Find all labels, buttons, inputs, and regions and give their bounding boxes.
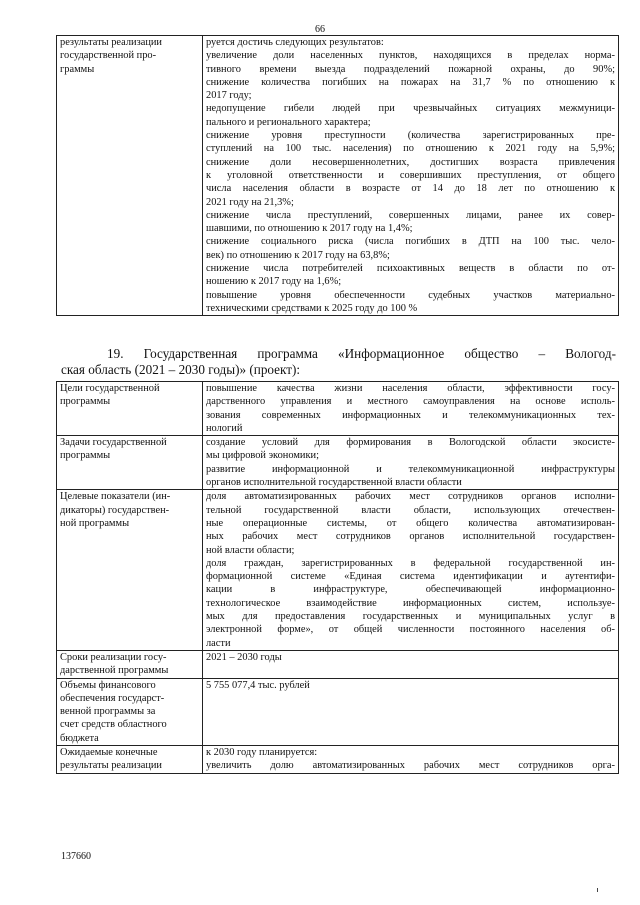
row-content-cell [203,650,619,678]
label-line: государственной про- [60,50,157,62]
content-line: век) по отношению к 2017 году на 63,8%; [206,249,390,261]
content-line: ных рабочих мест сотрудников органов исполнительной государствен- [206,531,615,543]
scan-mark [597,888,598,892]
row-label-cell [57,36,203,316]
table-row [57,650,619,678]
label-line: бюджета [60,732,99,744]
content-line: 2017 году; [206,90,252,102]
content-line: ной власти области; [206,544,295,556]
row-content-cell [203,36,619,316]
content-line: снижение числа преступлений, совершенных лицами, ранее их совер- [206,209,615,221]
content-line: ласти [206,637,231,649]
table-row [57,746,619,774]
row-label-cell [57,382,203,436]
program-passport-table [56,381,619,774]
label-line: программы [60,450,111,462]
label-line: результаты реализации [60,760,162,772]
content-line: руется достичь следующих результатов: [206,37,384,48]
row-label-cell [57,436,203,490]
label-line: дарственной программы [60,665,169,677]
heading-line: ская область (2021 – 2030 годы)» (проект): [61,362,301,377]
content-line: ступлений на 100 тыс. населения) по отношению к 2021 году на 5,9%; [206,143,615,155]
page-number: 66 [315,24,325,35]
row-content-cell [203,746,619,774]
document-number: 137660 [61,851,91,862]
content-line: тельной государственной власти области, использующих отечествен- [206,504,615,516]
table-row [57,36,619,316]
content-line: увеличить долю автоматизированных рабочих мест сотрудников орга- [206,760,615,772]
label-line: Задачи государственной [60,437,167,449]
label-line: Целевые показатели (ин- [60,491,171,503]
row-content-cell [203,678,619,745]
label-line: Объемы финансового [60,679,156,691]
content-line: ные операционные системы, от общего количества автоматизирован- [206,517,615,529]
label-line: обеспечения государст- [60,692,165,704]
label-line: программы [60,396,111,408]
content-line: недопущение гибели людей при чрезвычайных ситуациях межмуници- [206,103,615,115]
content-line: пального и регионального характера; [206,116,371,128]
label-line: венной программы за [60,706,156,718]
content-line: 5 755 077,4 тыс. рублей [206,679,310,691]
content-line: кации в инфраструктуре, обеспечивающей информационно- [206,584,615,596]
content-line: тивного времени выезда подразделений пожарной охраны, до 90%; [206,63,615,75]
content-line: снижение количества погибших на пожарах на 31,7 % по отношению к [206,76,615,88]
content-line: формационной системе «Единая система идентификации и аутентифи- [206,571,615,583]
heading-line: 19. Государственная программа «Информационное общество – Вологод- [107,346,616,361]
content-line: увеличение доли населенных пунктов, находящихся в пределах норма- [206,50,615,62]
content-line: доля автоматизированных рабочих мест сотрудников органов исполни- [206,491,615,503]
content-line: ношению к 2017 году на 1,6%; [206,276,342,288]
content-line: дарственного управления и местного самоуправления на основе исполь- [206,396,615,408]
label-line: ной программы [60,517,130,529]
content-line: создание условий для формирования в Вологодской области экосисте- [206,437,615,449]
label-line: счет средств областного [60,719,167,731]
row-label-cell [57,746,203,774]
content-line: снижение социального риска (числа погибших в ДТП на 100 тыс. чело- [206,236,615,248]
label-line: дикаторы) государствен- [60,504,170,516]
row-label-cell [57,678,203,745]
content-line: 2021 году на 21,3%; [206,196,294,208]
label-line: Ожидаемые конечные [60,747,158,759]
label-line: Сроки реализации госу- [60,651,167,663]
content-line: снижение доли несовершеннолетних, достигших возраста привлечения [206,156,615,168]
label-line: Цели государственной [60,383,160,394]
content-line: повышение уровня обеспеченности судебных участков материально- [206,289,615,301]
table-row [57,436,619,490]
content-line: мых для предоставления государственных и муниципальных услуг в [206,611,615,623]
content-line: техническими средствами к 2025 году до 100 % [206,302,418,314]
content-line: 2021 – 2030 годы [206,651,282,663]
row-label-cell [57,490,203,651]
row-content-cell [203,490,619,651]
content-line: снижение числа потребителей психоактивных веществ в области по от- [206,263,615,275]
section-heading [61,346,616,378]
content-line: к 2030 году планируется: [206,747,318,759]
row-content-cell [203,436,619,490]
content-line: зования современных информационных и телекоммуникационных тех- [206,409,615,421]
table-row [57,490,619,651]
table-row [57,678,619,745]
content-line: нологий [206,422,243,434]
content-line: снижение уровня преступности (количества зарегистрированных пре- [206,130,615,142]
content-line: электронной форме», от общей численности постоянного населения об- [206,624,615,636]
content-line: развитие информационной и телекоммуникационной инфраструктуры [206,463,615,475]
previous-program-table-continuation [56,35,619,316]
content-line: числа населения области в возрасте от 14 до 18 лет по отношению к [206,183,615,195]
content-line: к уголовной ответственности и совершивших преступления, от общего [206,169,615,181]
label-line: граммы [60,63,95,75]
label-line: результаты реализации [60,37,162,48]
row-label-cell [57,650,203,678]
content-line: шавшими, по отношению к 2017 году на 1,4%; [206,223,413,235]
content-line: повышение качества жизни населения области, эффективности госу- [206,383,615,394]
content-line: доля граждан, зарегистрированных в федеральной государственной ин- [206,557,615,569]
content-line: мы цифровой экономики; [206,450,319,462]
table-row [57,382,619,436]
content-line: органов исполнительной государственной власти области [206,477,462,489]
content-line: технологическое взаимодействие информационных систем, используе- [206,597,615,609]
row-content-cell [203,382,619,436]
